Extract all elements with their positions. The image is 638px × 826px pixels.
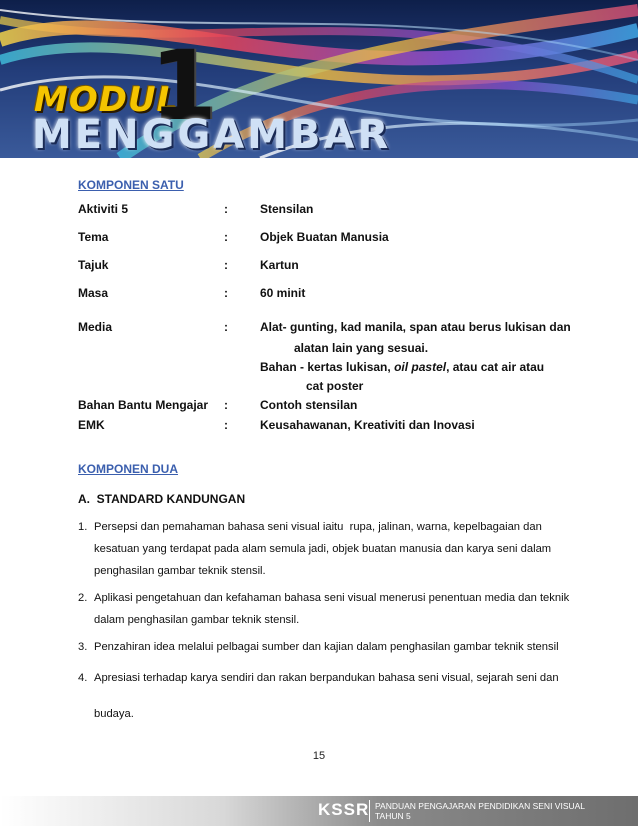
page-number: 15 (312, 750, 326, 762)
list-item (78, 636, 590, 660)
row-value: Stensilan (260, 202, 314, 216)
row-value: 60 minit (260, 286, 306, 300)
media-line-3-italic: oil pastel (394, 360, 447, 374)
list-text (94, 516, 588, 582)
list-text (94, 667, 588, 725)
list-line: penghasilan gambar teknik stensil. (94, 565, 266, 577)
footer-caption (375, 801, 585, 821)
media-line-3-b: , atau cat air atau (446, 360, 545, 374)
komponen-dua-title: KOMPONEN DUA (78, 462, 179, 476)
list-number: 2. (78, 592, 88, 604)
list-line: Persepsi dan pemahaman bahasa seni visual iaitu rupa, jalinan, warna, kepelbagaian dan (94, 521, 542, 533)
footer-brand: KSSR (318, 800, 370, 819)
row-colon: : (224, 320, 228, 334)
row-colon: : (224, 286, 228, 300)
row-value: Keusahawanan, Kreativiti dan Inovasi (260, 418, 475, 432)
row-label: Tajuk (78, 258, 109, 272)
list-line: kesatuan yang terdapat pada alam semula jadi, objek buatan manusia dan karya seni dalam (94, 543, 552, 555)
list-line: Aplikasi pengetahuan dan kefahaman bahasa seni visual menerusi penentuan media dan teknik (94, 592, 570, 604)
media-line-3 (260, 360, 544, 374)
list-item (78, 667, 590, 735)
list-line-spacer (94, 689, 588, 703)
media-line-2: alatan lain yang sesuai. (294, 341, 429, 355)
row-value: Objek Buatan Manusia (260, 230, 389, 244)
standard-kandungan-heading: A. STANDARD KANDUNGAN (78, 492, 246, 506)
modul-number: 1 (150, 30, 217, 142)
row-colon: : (224, 418, 228, 432)
media-line-3-a: Bahan - kertas lukisan, (260, 360, 395, 374)
list-line: Penzahiran idea melalui pelbagai sumber dan kajian dalam penghasilan gambar teknik stensil (94, 641, 559, 653)
media-line-4: cat poster (306, 379, 364, 393)
row-value: Kartun (260, 258, 299, 272)
row-value: Contoh stensilan (260, 398, 358, 412)
list-item (78, 587, 590, 633)
list-text (94, 636, 588, 658)
row-colon: : (224, 202, 228, 216)
komponen-satu-section (78, 178, 590, 448)
row-value: Alat- gunting, kad manila, span atau berus lukisan dan (260, 320, 571, 334)
list-number: 4. (78, 672, 88, 684)
row-label: Tema (78, 230, 109, 244)
list-number: 3. (78, 641, 88, 653)
komponen-satu-title: KOMPONEN SATU (78, 178, 184, 192)
module-subtitle: MENGGAMBAR (32, 112, 392, 158)
footer-line-2: TAHUN 5 (375, 811, 411, 821)
row-label: EMK (78, 418, 105, 432)
list-line: Apresiasi terhadap karya sendiri dan rakan berpandukan bahasa seni visual, sejarah seni dan (94, 672, 559, 684)
row-label: Bahan Bantu Mengajar (78, 398, 209, 412)
modul-word: MODUL (34, 80, 180, 120)
list-item (78, 516, 590, 584)
row-colon: : (224, 258, 228, 272)
list-line: dalam penghasilan gambar teknik stensil. (94, 614, 300, 626)
list-line: budaya. (94, 708, 134, 720)
footer-line-1: PANDUAN PENGAJARAN PENDIDIKAN SENI VISUAL (375, 801, 586, 811)
list-text (94, 587, 588, 631)
row-colon: : (224, 398, 228, 412)
footer-divider (369, 800, 370, 822)
row-label: Media (78, 320, 113, 334)
row-colon: : (224, 230, 228, 244)
row-label: Masa (78, 286, 109, 300)
list-number: 1. (78, 521, 88, 533)
row-label: Aktiviti 5 (78, 202, 129, 216)
header-banner (0, 0, 638, 158)
